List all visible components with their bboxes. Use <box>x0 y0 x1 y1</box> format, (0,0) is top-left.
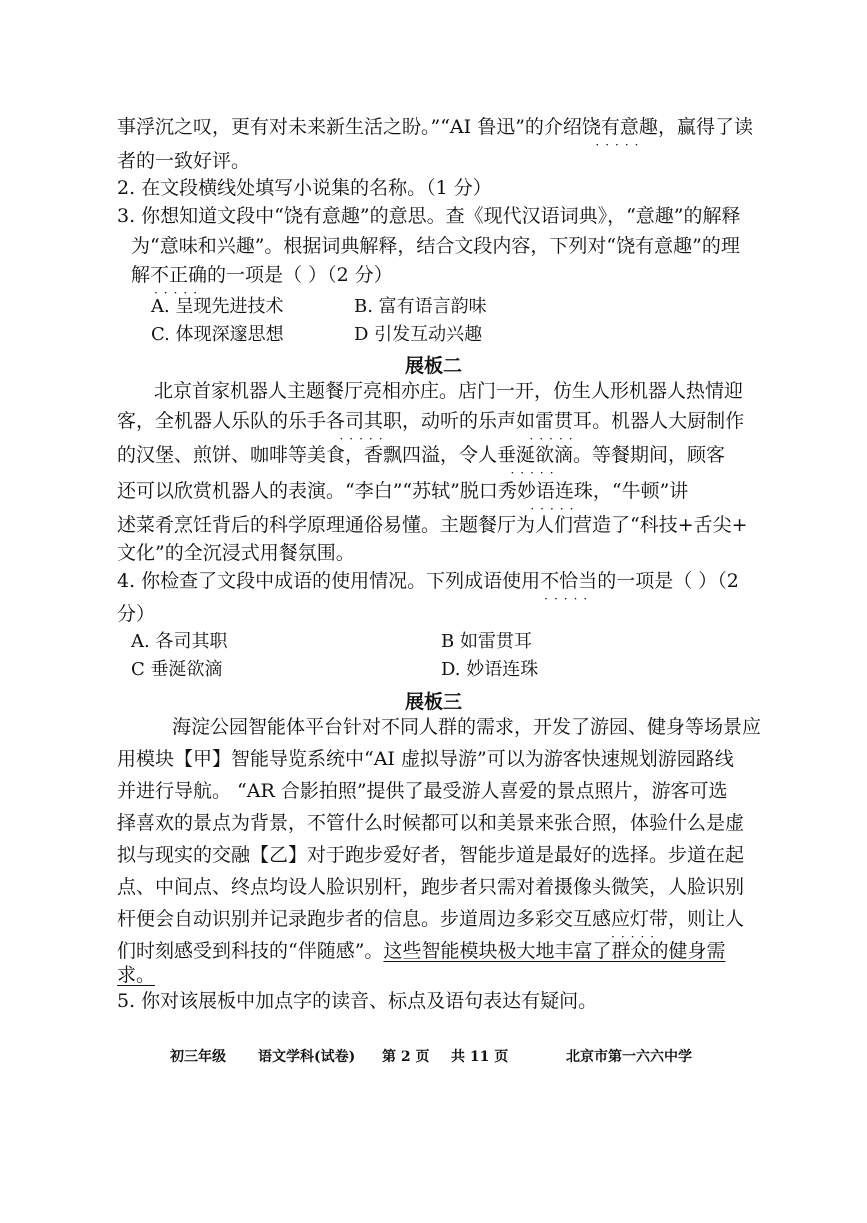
text-span: 。等餐期间，顾客 <box>573 444 726 466</box>
dotted-phrase: 不正确 ····· <box>150 262 207 288</box>
footer-total-pages: 共 11 页 <box>451 1049 509 1065</box>
dotted-phrase: 垂涎欲滴 ····· <box>497 442 573 468</box>
dotted-phrase: 饶有意趣 ····· <box>582 114 658 140</box>
footer-grade: 初三年级 <box>170 1049 226 1065</box>
text-span: 们时刻感受到科技的“伴随感”。 <box>117 940 384 962</box>
passage-line <box>117 478 688 504</box>
underlined-sentence: 这些智能模块极大地丰富了群众的健身需 <box>383 940 726 962</box>
question-3-line: 为“意味和兴趣”。根据词典解释，结合文段内容，下列对“饶有意趣”的理 <box>131 235 740 257</box>
option-b: B 如雷贯耳 <box>441 631 532 652</box>
dotted-phrase: 不恰当 ····· <box>540 568 597 594</box>
board-2-title: 展板二 <box>404 355 462 377</box>
dotted-phrase: 妙语连珠 ····· <box>517 478 593 504</box>
dotted-phrase: 各司其职 ····· <box>326 408 402 434</box>
passage-line <box>117 938 725 964</box>
text-span: 的一项是（ ）（2 <box>597 570 739 592</box>
passage-line: 并进行导航。 “AR 合影拍照”提供了最受游人喜爱的景点照片，游客可选 <box>117 780 728 802</box>
text-span: 杆便会自动识别并记录跑步者的信息。步道周边多彩交互感 <box>117 908 612 930</box>
question-3-line: 3. 你想知道文段中“饶有意趣”的意思。查《现代汉语词典》，“意趣”的解释 <box>117 205 741 227</box>
passage-line <box>117 114 753 140</box>
text-span: 还可以欣赏机器人的表演。“李白”“苏轼”脱口秀 <box>117 480 517 502</box>
question-4-line: 分） <box>117 603 156 625</box>
question-3-line <box>131 262 393 288</box>
option-d: D. 妙语连珠 <box>441 659 539 680</box>
text-span: 客，全机器人乐队的乐手 <box>117 410 327 432</box>
text-span: ，“牛顿”讲 <box>592 480 689 502</box>
passage-line: 点、中间点、终点均设人脸识别杆，跑步者只需对着摄像头微笑，人脸识别 <box>117 876 745 898</box>
option-c: C 垂涎欲滴 <box>131 659 223 680</box>
passage-line <box>117 408 744 434</box>
question-5: 5. 你对该展板中加点字的读音、标点及语句表达有疑问。 <box>117 990 598 1012</box>
text-span: 的一项是（ ）（2 分） <box>207 264 393 286</box>
text-span: 灯带，则让人 <box>630 908 745 930</box>
question-2: 2. 在文段横线处填写小说集的名称。（1 分） <box>117 177 492 199</box>
passage-line <box>117 442 725 468</box>
passage-line: 拟与现实的交融【乙】对于跑步爱好者，智能步道是最好的选择。步道在起 <box>117 844 745 866</box>
text-span: ，赢得了读 <box>657 116 753 138</box>
text-span: 事浮沉之叹，更有对未来新生活之盼。”“AI 鲁迅”的介绍 <box>117 116 582 138</box>
board-3-title: 展板三 <box>404 691 462 713</box>
option-d: D 引发互动兴趣 <box>354 324 483 345</box>
passage-line: 求。 <box>117 964 156 986</box>
text-span: 解 <box>131 264 151 286</box>
text-span: 4. 你检查了文段中成语的使用情况。下列成语使用 <box>117 570 541 592</box>
dotted-char: 应 ····· <box>611 906 630 932</box>
question-4-line <box>117 568 739 594</box>
text-span: ，动听的乐声 <box>402 410 517 432</box>
passage-line <box>117 906 744 932</box>
text-span: 的汉堡、煎饼、咖啡等美食，香飘四溢，令人 <box>117 444 498 466</box>
passage-line: 文化”的全沉浸式用餐氛围。 <box>117 542 355 564</box>
option-a: A. 呈现先进技术 <box>151 296 284 317</box>
dotted-phrase: 如雷贯耳 ····· <box>516 408 592 434</box>
footer-subject: 语文学科(试卷) <box>258 1049 356 1065</box>
footer-page: 第 2 页 <box>382 1049 430 1065</box>
passage-line: 北京首家机器人主题餐厅亮相亦庄。店门一开，仿生人形机器人热情迎 <box>154 380 744 402</box>
passage-line: 海淀公园智能体平台针对不同人群的需求，开发了游园、健身等场景应 <box>172 716 762 738</box>
option-a: A. 各司其职 <box>131 631 228 652</box>
passage-line: 用模块【甲】智能导览系统中“AI 虚拟导游”可以为游客快速规划游园路线 <box>117 748 734 770</box>
text-span: 。机器人大厨制作 <box>592 410 745 432</box>
option-b: B. 富有语言韵味 <box>354 296 487 317</box>
passage-line: 者的一致好评。 <box>117 150 251 172</box>
footer-school: 北京市第一六六中学 <box>566 1049 692 1065</box>
passage-line: 述菜肴烹饪背后的科学原理通俗易懂。主题餐厅为人们营造了“科技+舌尖+ <box>117 514 748 536</box>
option-c: C. 体现深邃思想 <box>151 324 284 345</box>
passage-line: 择喜欢的景点为背景，不管什么时候都可以和美景来张合照，体验什么是虚 <box>117 812 745 834</box>
